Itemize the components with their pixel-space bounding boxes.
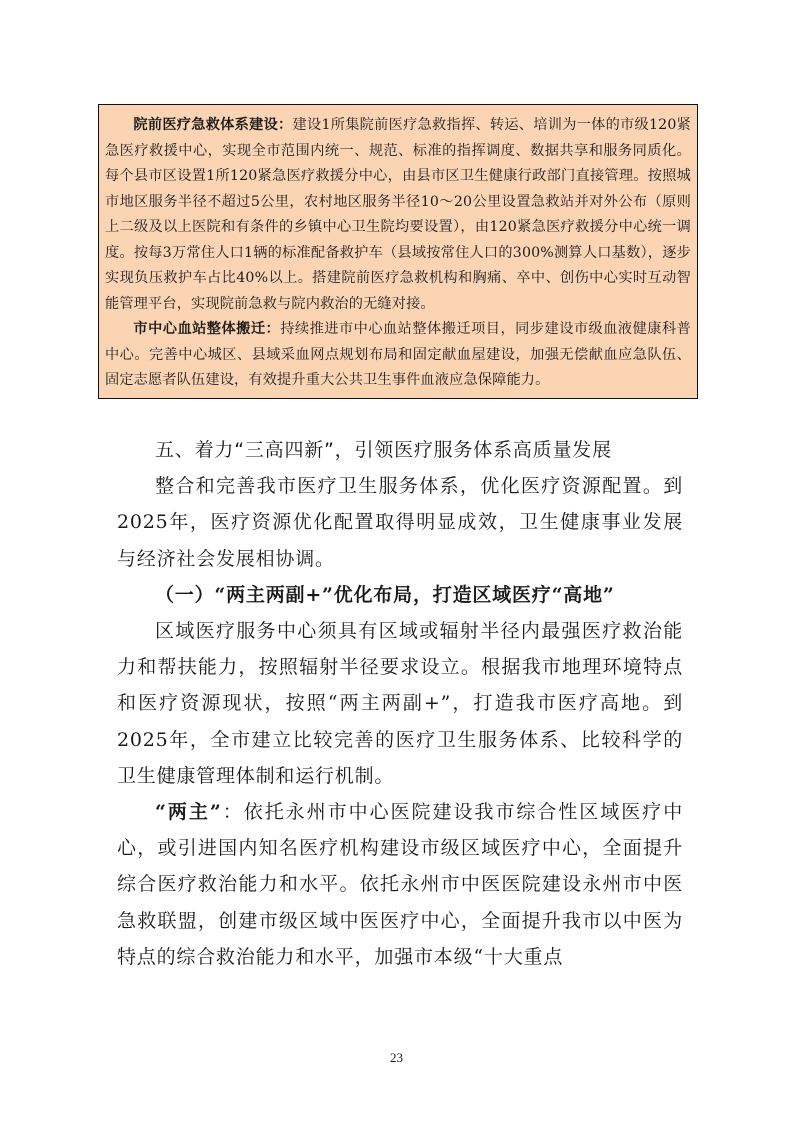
paragraph-two-main	[117, 794, 683, 975]
highlight-box	[98, 104, 698, 399]
section-heading: 五、着力“三高四新”，引领医疗服务体系高质量发展	[155, 439, 612, 461]
box-lead-emergency: 院前医疗急救体系建设：	[133, 117, 293, 133]
box-paragraph-blood-station	[105, 317, 691, 394]
paragraph-intro: 整合和完善我市医疗卫生服务体系，优化医疗资源配置。到2025年，医疗资源优化配置取得明显成效，卫生健康事业发展与经济社会发展相协调。	[117, 475, 683, 570]
box-text-emergency: 建设1所集院前医疗急救指挥、转运、培训为一体的市级120紧急医疗救援中心，实现全市范围内统一、规范、标准的指挥调度、数据共享和服务同质化。每个县市区设置1所120紧急医疗救援分中心，由县市区卫生健康行政部门直接管理。按照城市地区服务半径不超过5公里，农村地区服务半径10～20公里设置急救站并对外公布（原则上二级及以上医院和有条件的乡镇中心卫生院均要设置），由120紧急医疗救援分中心统一调度。按每3万常住人口1辆的标准配备救护车（县域按常住人口的300%测算人口基数），逐步实现负压救护车占比40%以上。搭建院前医疗急救机构和胸痛、卒中、创伤中心实时互动智能管理平台，实现院前急救与院内救治的无缝对接。	[105, 117, 691, 312]
box-lead-blood-station: 市中心血站整体搬迁：	[133, 321, 281, 337]
paragraph-regional-center: 区域医疗服务中心须具有区域或辐射半径内最强医疗救治能力和帮扶能力，按照辐射半径要求设立。根据我市地理环境特点和医疗资源现状，按照“两主两副+”，打造我市医疗高地。到2025年，全市建立比较完善的医疗卫生服务体系、比较科学的卫生健康管理体制和运行机制。	[117, 620, 683, 787]
two-main-lead: “两主”	[155, 801, 222, 824]
box-text-blood-station: 持续推进市中心血站整体搬迁项目，同步建设市级血液健康科普中心。完善中心城区、县域采血网点规划布局和固定献血屋建设，加强无偿献血应急队伍、固定志愿者队伍建设，有效提升重大公共卫生事件血液应急保障能力。	[105, 321, 691, 388]
box-paragraph-emergency	[105, 113, 691, 317]
two-main-text: ：依托永州市中心医院建设我市综合性区域医疗中心，或引进国内知名医疗机构建设市级区域医疗中心，全面提升综合医疗救治能力和水平。依托永州市中医医院建设永州市中医急救联盟，创建市级区域中医医疗中心，全面提升我市以中医为特点的综合救治能力和水平，加强市本级“十大重点	[117, 801, 683, 968]
subsection-heading: （一）“两主两副+”优化布局，打造区域医疗“高地”	[155, 583, 615, 606]
document-body	[117, 432, 683, 975]
page-number: 23	[390, 1050, 403, 1065]
